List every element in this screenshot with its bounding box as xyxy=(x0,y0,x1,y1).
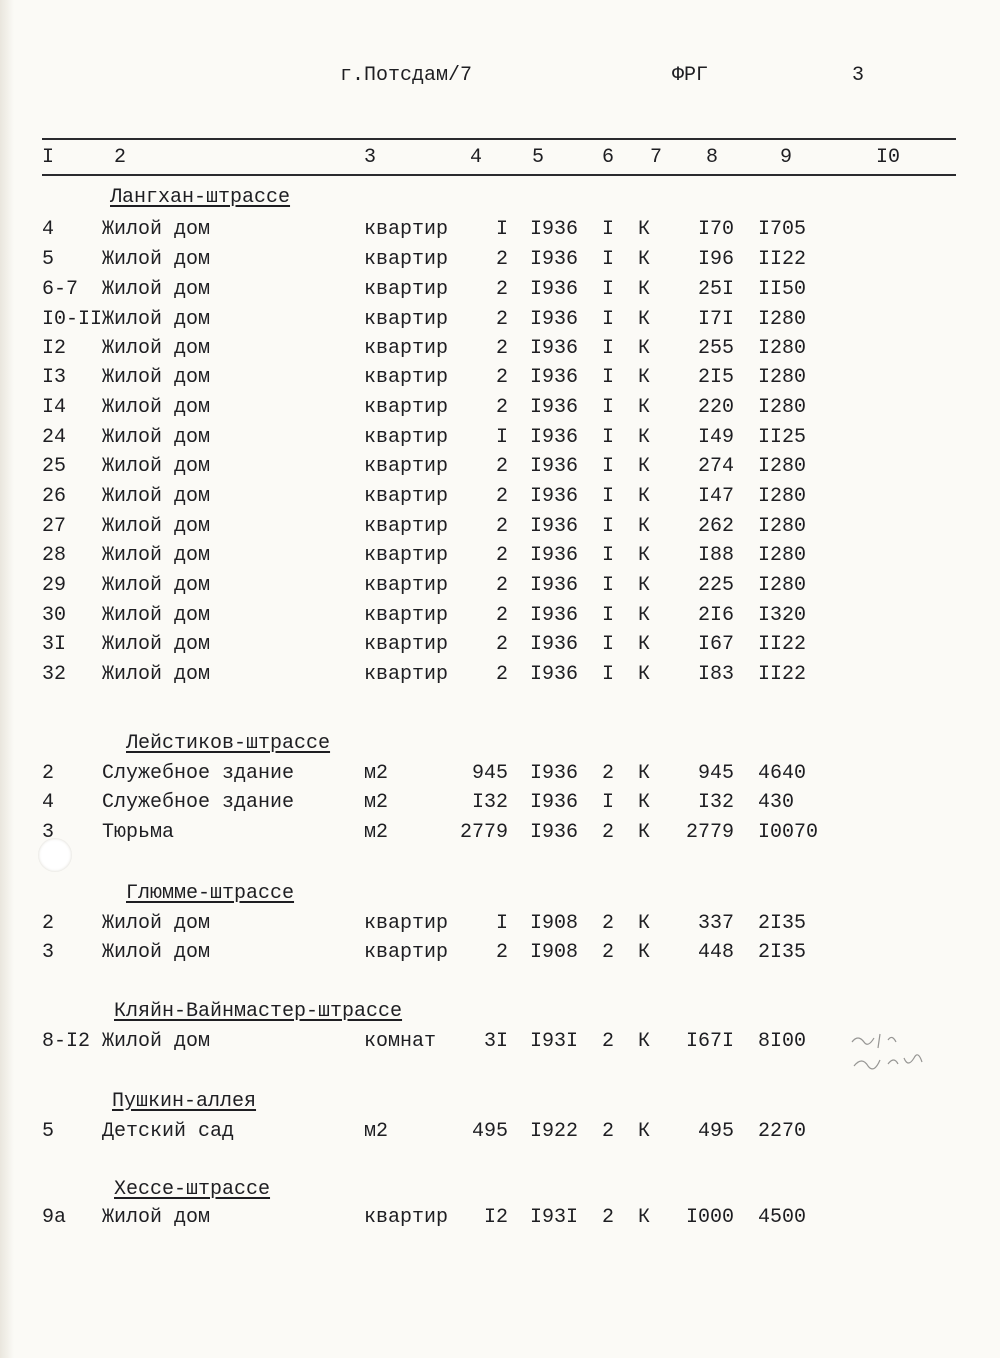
column-header-4: 4 xyxy=(470,146,483,169)
cell-house-number: I3 xyxy=(42,366,67,389)
cell-quantity: 2 xyxy=(495,455,508,478)
column-header-7: 7 xyxy=(650,146,663,169)
cell-area: 448 xyxy=(697,941,734,964)
cell-building-type: Жилой дом xyxy=(102,396,211,419)
cell-building-type: Жилой дом xyxy=(102,1206,211,1229)
cell-area: 337 xyxy=(697,912,734,935)
cell-year: I93I xyxy=(530,1206,579,1229)
cell-house-number: I4 xyxy=(42,396,67,419)
column-header-6: 6 xyxy=(602,146,615,169)
cell-value: 2I35 xyxy=(758,941,807,964)
cell-quantity: 2 xyxy=(495,248,508,271)
cell-year: I936 xyxy=(530,278,579,301)
cell-year: I936 xyxy=(530,604,579,627)
cell-quantity: I32 xyxy=(471,791,508,814)
cell-value: II25 xyxy=(758,426,807,449)
cell-area: 255 xyxy=(697,337,734,360)
cell-house-number: I0-II xyxy=(42,308,103,331)
cell-house-number: 24 xyxy=(42,426,67,449)
cell-area: I49 xyxy=(697,426,734,449)
cell-building-type: Жилой дом xyxy=(102,1030,211,1053)
cell-col7: К xyxy=(638,396,651,419)
cell-col7: К xyxy=(638,941,651,964)
street-heading: Лейстиков-штрассе xyxy=(126,732,331,755)
cell-area: I70 xyxy=(697,218,734,241)
cell-value: I705 xyxy=(758,218,807,241)
cell-col7: К xyxy=(638,337,651,360)
cell-year: I93I xyxy=(530,1030,579,1053)
cell-unit: квартир xyxy=(364,544,449,567)
cell-year: I936 xyxy=(530,544,579,567)
cell-year: I936 xyxy=(530,248,579,271)
cell-quantity: 945 xyxy=(471,762,508,785)
cell-unit: квартир xyxy=(364,1206,449,1229)
cell-unit: квартир xyxy=(364,426,449,449)
cell-col7: К xyxy=(638,278,651,301)
cell-area: 220 xyxy=(697,396,734,419)
cell-col7: К xyxy=(638,515,651,538)
cell-col6: I xyxy=(602,396,615,419)
cell-unit: квартир xyxy=(364,218,449,241)
cell-col7: К xyxy=(638,663,651,686)
street-heading: Пушкин-аллея xyxy=(112,1090,257,1113)
cell-value: I280 xyxy=(758,544,807,567)
cell-col6: I xyxy=(602,337,615,360)
street-heading: Лангхан-штрассе xyxy=(110,186,291,209)
cell-col7: К xyxy=(638,544,651,567)
cell-col6: I xyxy=(602,308,615,331)
column-header-9: 9 xyxy=(780,146,793,169)
cell-house-number: 2 xyxy=(42,762,55,785)
page-fold-shadow xyxy=(0,0,14,1358)
header-country: ФРГ xyxy=(672,64,709,87)
cell-area: I88 xyxy=(697,544,734,567)
cell-house-number: 26 xyxy=(42,485,67,508)
cell-col6: I xyxy=(602,633,615,656)
cell-unit: квартир xyxy=(364,485,449,508)
cell-col7: К xyxy=(638,455,651,478)
cell-value: I280 xyxy=(758,574,807,597)
cell-area: 2I5 xyxy=(697,366,734,389)
cell-col6: 2 xyxy=(602,941,615,964)
cell-value: 430 xyxy=(758,791,795,814)
cell-building-type: Жилой дом xyxy=(102,574,211,597)
cell-building-type: Жилой дом xyxy=(102,663,211,686)
cell-quantity: 2 xyxy=(495,604,508,627)
cell-col6: 2 xyxy=(602,821,615,844)
cell-house-number: 3 xyxy=(42,821,55,844)
cell-quantity: 2 xyxy=(495,941,508,964)
cell-house-number: 5 xyxy=(42,248,55,271)
street-heading: Глюмме-штрассе xyxy=(126,882,295,905)
cell-value: I280 xyxy=(758,308,807,331)
cell-building-type: Детский сад xyxy=(102,1120,235,1143)
cell-quantity: I xyxy=(495,426,508,449)
cell-quantity: 2 xyxy=(495,337,508,360)
cell-value: I280 xyxy=(758,485,807,508)
cell-building-type: Жилой дом xyxy=(102,366,211,389)
cell-area: 495 xyxy=(697,1120,734,1143)
cell-house-number: I2 xyxy=(42,337,67,360)
cell-house-number: 30 xyxy=(42,604,67,627)
cell-col6: I xyxy=(602,544,615,567)
cell-year: I936 xyxy=(530,574,579,597)
cell-house-number: 4 xyxy=(42,218,55,241)
cell-year: I908 xyxy=(530,941,579,964)
cell-unit: квартир xyxy=(364,515,449,538)
cell-area: 262 xyxy=(697,515,734,538)
cell-unit: квартир xyxy=(364,455,449,478)
cell-building-type: Жилой дом xyxy=(102,515,211,538)
table-header-rule xyxy=(42,174,956,176)
cell-unit: м2 xyxy=(364,762,389,785)
cell-value: I280 xyxy=(758,366,807,389)
header-city: г.Потсдам/7 xyxy=(340,64,473,87)
cell-col6: I xyxy=(602,366,615,389)
cell-house-number: 32 xyxy=(42,663,67,686)
cell-col7: К xyxy=(638,308,651,331)
cell-quantity: 2 xyxy=(495,396,508,419)
cell-col6: I xyxy=(602,426,615,449)
cell-building-type: Жилой дом xyxy=(102,912,211,935)
cell-building-type: Жилой дом xyxy=(102,604,211,627)
cell-area: 945 xyxy=(697,762,734,785)
column-header-8: 8 xyxy=(706,146,719,169)
table-top-rule xyxy=(42,138,956,140)
cell-col7: К xyxy=(638,218,651,241)
cell-area: 274 xyxy=(697,455,734,478)
cell-value: I280 xyxy=(758,337,807,360)
cell-house-number: 6-7 xyxy=(42,278,79,301)
cell-year: I936 xyxy=(530,308,579,331)
cell-col7: К xyxy=(638,633,651,656)
cell-quantity: 2 xyxy=(495,485,508,508)
column-header-3: 3 xyxy=(364,146,377,169)
cell-unit: квартир xyxy=(364,337,449,360)
cell-year: I936 xyxy=(530,762,579,785)
cell-value: 4640 xyxy=(758,762,807,785)
cell-value: II22 xyxy=(758,663,807,686)
cell-value: 2270 xyxy=(758,1120,807,1143)
cell-year: I936 xyxy=(530,633,579,656)
cell-unit: квартир xyxy=(364,366,449,389)
cell-house-number: 5 xyxy=(42,1120,55,1143)
column-header-5: 5 xyxy=(532,146,545,169)
header-page-number: 3 xyxy=(852,64,865,87)
street-heading: Кляйн-Вайнмастер-штрассе xyxy=(114,1000,403,1023)
cell-col7: К xyxy=(638,248,651,271)
cell-year: I936 xyxy=(530,455,579,478)
cell-year: I936 xyxy=(530,663,579,686)
cell-col6: I xyxy=(602,218,615,241)
cell-building-type: Жилой дом xyxy=(102,455,211,478)
cell-quantity: 2779 xyxy=(459,821,508,844)
cell-unit: квартир xyxy=(364,941,449,964)
cell-building-type: Тюрьма xyxy=(102,821,175,844)
cell-value: I280 xyxy=(758,515,807,538)
cell-year: I908 xyxy=(530,912,579,935)
cell-col7: К xyxy=(638,574,651,597)
cell-area: I47 xyxy=(697,485,734,508)
cell-year: I936 xyxy=(530,821,579,844)
cell-unit: квартир xyxy=(364,278,449,301)
cell-area: 225 xyxy=(697,574,734,597)
cell-quantity: 2 xyxy=(495,574,508,597)
cell-value: 8I00 xyxy=(758,1030,807,1053)
cell-building-type: Жилой дом xyxy=(102,218,211,241)
cell-unit: м2 xyxy=(364,1120,389,1143)
column-header-10: I0 xyxy=(876,146,901,169)
cell-col7: К xyxy=(638,821,651,844)
cell-unit: квартир xyxy=(364,663,449,686)
cell-col7: К xyxy=(638,1206,651,1229)
cell-col7: К xyxy=(638,426,651,449)
cell-value: I280 xyxy=(758,396,807,419)
cell-house-number: 29 xyxy=(42,574,67,597)
cell-col6: I xyxy=(602,663,615,686)
cell-quantity: I xyxy=(495,912,508,935)
cell-unit: квартир xyxy=(364,633,449,656)
cell-col6: 2 xyxy=(602,912,615,935)
cell-unit: квартир xyxy=(364,308,449,331)
cell-building-type: Жилой дом xyxy=(102,337,211,360)
cell-value: II50 xyxy=(758,278,807,301)
cell-quantity: I2 xyxy=(483,1206,508,1229)
cell-area: I83 xyxy=(697,663,734,686)
cell-col6: 2 xyxy=(602,1206,615,1229)
cell-building-type: Жилой дом xyxy=(102,308,211,331)
cell-year: I936 xyxy=(530,218,579,241)
cell-col6: I xyxy=(602,455,615,478)
cell-unit: м2 xyxy=(364,821,389,844)
cell-house-number: 4 xyxy=(42,791,55,814)
cell-quantity: 2 xyxy=(495,308,508,331)
cell-col6: 2 xyxy=(602,1030,615,1053)
cell-house-number: 28 xyxy=(42,544,67,567)
cell-unit: квартир xyxy=(364,574,449,597)
cell-value: I280 xyxy=(758,455,807,478)
cell-house-number: 3 xyxy=(42,941,55,964)
cell-unit: квартир xyxy=(364,248,449,271)
cell-year: I936 xyxy=(530,791,579,814)
cell-col6: I xyxy=(602,485,615,508)
cell-building-type: Жилой дом xyxy=(102,426,211,449)
cell-quantity: 495 xyxy=(471,1120,508,1143)
cell-area: I000 xyxy=(685,1206,734,1229)
column-header-1: I xyxy=(42,146,55,169)
cell-area: I32 xyxy=(697,791,734,814)
cell-quantity: I xyxy=(495,218,508,241)
cell-col7: К xyxy=(638,912,651,935)
cell-area: I67I xyxy=(685,1030,734,1053)
column-header-2: 2 xyxy=(114,146,127,169)
cell-col6: I xyxy=(602,791,615,814)
cell-col6: I xyxy=(602,604,615,627)
cell-col6: I xyxy=(602,278,615,301)
cell-value: I320 xyxy=(758,604,807,627)
cell-value: 4500 xyxy=(758,1206,807,1229)
cell-col6: 2 xyxy=(602,762,615,785)
cell-year: I936 xyxy=(530,366,579,389)
cell-quantity: 2 xyxy=(495,544,508,567)
cell-area: 25I xyxy=(697,278,734,301)
cell-unit: квартир xyxy=(364,604,449,627)
cell-building-type: Жилой дом xyxy=(102,278,211,301)
cell-year: I936 xyxy=(530,337,579,360)
cell-col7: К xyxy=(638,1030,651,1053)
cell-quantity: 2 xyxy=(495,633,508,656)
cell-unit: квартир xyxy=(364,912,449,935)
cell-year: I936 xyxy=(530,485,579,508)
cell-value: 2I35 xyxy=(758,912,807,935)
cell-area: 2I6 xyxy=(697,604,734,627)
cell-building-type: Жилой дом xyxy=(102,485,211,508)
cell-building-type: Служебное здание xyxy=(102,762,295,785)
cell-quantity: 2 xyxy=(495,663,508,686)
cell-quantity: 2 xyxy=(495,366,508,389)
cell-building-type: Служебное здание xyxy=(102,791,295,814)
cell-value: II22 xyxy=(758,633,807,656)
cell-house-number: 2 xyxy=(42,912,55,935)
cell-value: I0070 xyxy=(758,821,819,844)
cell-house-number: 27 xyxy=(42,515,67,538)
cell-year: I922 xyxy=(530,1120,579,1143)
street-heading: Хессе-штрассе xyxy=(114,1178,271,1201)
cell-unit: м2 xyxy=(364,791,389,814)
cell-building-type: Жилой дом xyxy=(102,633,211,656)
cell-unit: комнат xyxy=(364,1030,437,1053)
cell-quantity: 2 xyxy=(495,515,508,538)
cell-house-number: 8-I2 xyxy=(42,1030,91,1053)
handwritten-annotation xyxy=(848,1028,948,1074)
cell-building-type: Жилой дом xyxy=(102,248,211,271)
cell-area: I96 xyxy=(697,248,734,271)
cell-area: I67 xyxy=(697,633,734,656)
cell-house-number: 3I xyxy=(42,633,67,656)
cell-house-number: 25 xyxy=(42,455,67,478)
cell-col7: К xyxy=(638,1120,651,1143)
cell-col6: I xyxy=(602,574,615,597)
cell-col6: I xyxy=(602,515,615,538)
cell-area: I7I xyxy=(697,308,734,331)
cell-year: I936 xyxy=(530,426,579,449)
cell-col7: К xyxy=(638,366,651,389)
cell-col6: 2 xyxy=(602,1120,615,1143)
cell-col7: К xyxy=(638,485,651,508)
cell-year: I936 xyxy=(530,515,579,538)
cell-area: 2779 xyxy=(685,821,734,844)
cell-col7: К xyxy=(638,791,651,814)
cell-house-number: 9а xyxy=(42,1206,67,1229)
cell-building-type: Жилой дом xyxy=(102,544,211,567)
cell-quantity: 3I xyxy=(483,1030,508,1053)
cell-col7: К xyxy=(638,762,651,785)
cell-unit: квартир xyxy=(364,396,449,419)
cell-value: II22 xyxy=(758,248,807,271)
cell-col7: К xyxy=(638,604,651,627)
cell-year: I936 xyxy=(530,396,579,419)
cell-building-type: Жилой дом xyxy=(102,941,211,964)
cell-col6: I xyxy=(602,248,615,271)
cell-quantity: 2 xyxy=(495,278,508,301)
